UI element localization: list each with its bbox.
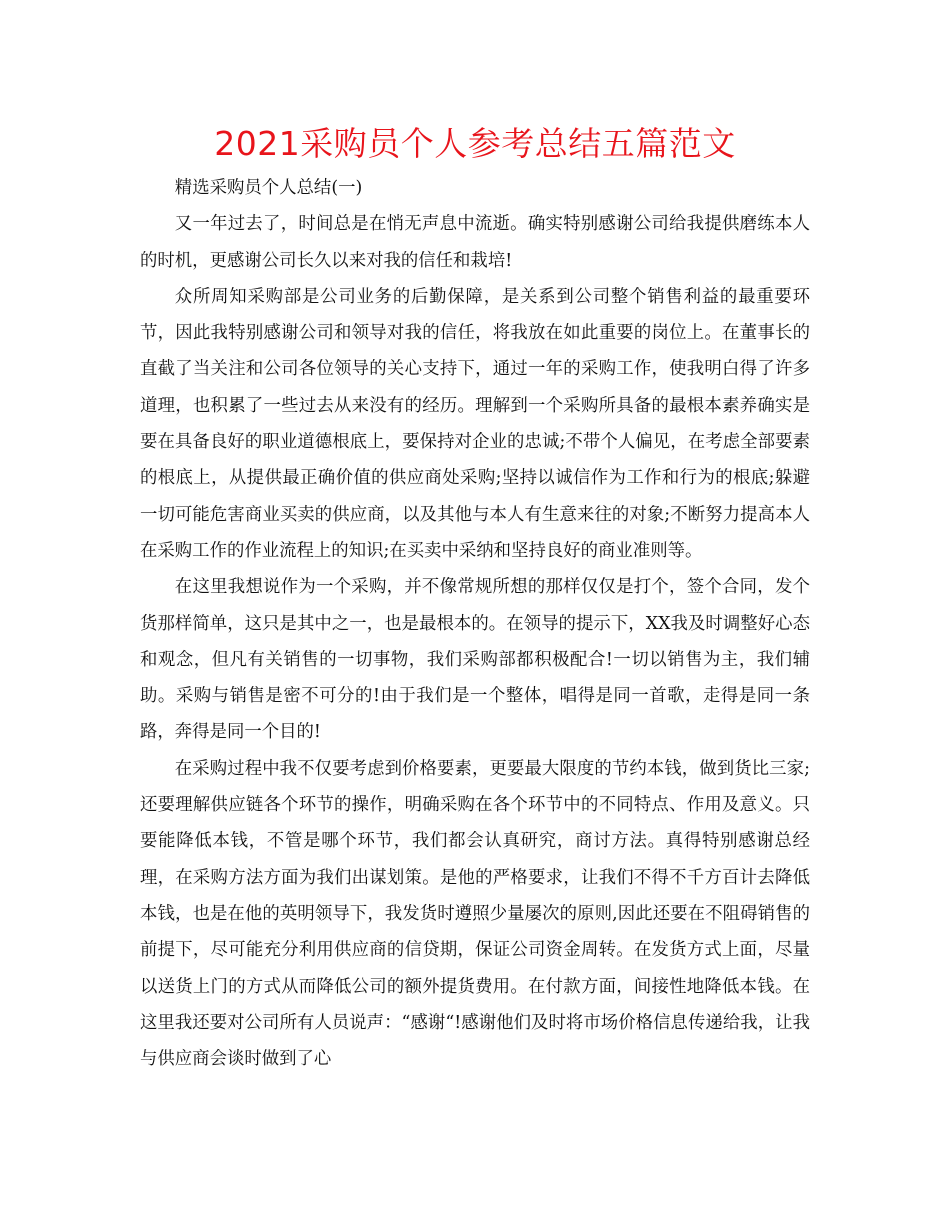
paragraph-subtitle: 精选采购员个人总结(一) (174, 178, 363, 198)
document-title: 2021采购员个人参考总结五篇范文 (214, 124, 736, 163)
paragraph: 众所周知采购部是公司业务的后勤保障，是关系到公司整个销售利益的最重要环节，因此我特别感谢公司和领导对我的信任，将我放在如此重要的岗位上。在董事长的直截了当关注和公司各位领导的关心支持下，通过一年的采购工作，使我明白得了许多道理，也积累了一些过去从来没有的经历。理解到一个采购所具备的最根本素养确实是要在具备良好的职业道德根底上，要保持对企业的忠诚;不带个人偏见，在考虑全部要素的根底上，从提供最正确价值的供应商处采购;坚持以诚信作为工作和行为的根底;躲避一切可能危害商业买卖的供应商，以及其他与本人有生意来往的对象;不断努力提高本人在采购工作的作业流程上的知识;在买卖中采纳和坚持良好的商业准则等。 (140, 286, 810, 561)
paragraph: 又一年过去了，时间总是在悄无声息中流逝。确实特别感谢公司给我提供磨练本人的时机，更感谢公司长久以来对我的信任和栽培! (140, 214, 810, 271)
document-body (140, 170, 810, 1077)
paragraph: 在这里我想说作为一个采购，并不像常规所想的那样仅仅是打个，签个合同，发个货那样简单，这只是其中之一，也是最根本的。在领导的提示下，XX我及时调整好心态和观念，但凡有关销售的一切事物，我们采购部都积极配合!一切以销售为主，我们辅助。采购与销售是密不可分的!由于我们是一个整体，唱得是同一首歌，走得是同一条路，奔得是同一个目的! (140, 577, 810, 743)
paragraph: 在采购过程中我不仅要考虑到价格要素，更要最大限度的节约本钱，做到货比三家;还要理解供应链各个环节的操作，明确采购在各个环节中的不同特点、作用及意义。只要能降低本钱，不管是哪个环节，我们都会认真研究，商讨方法。真得特别感谢总经理，在采购方法方面为我们出谋划策。是他的严格要求，让我们不得不千方百计去降低本钱，也是在他的英明领导下，我发货时遵照少量屡次的原则,因此还要在不阻碍销售的前提下，尽可能充分利用供应商的信贷期，保证公司资金周转。在发货方式上面，尽量以送货上门的方式从而降低公司的额外提货费用。在付款方面，间接性地降低本钱。在这里我还要对公司所有人员说声：“感谢“!感谢他们及时将市场价格信息传递给我，让我与供应商会谈时做到了心 (140, 758, 810, 1070)
